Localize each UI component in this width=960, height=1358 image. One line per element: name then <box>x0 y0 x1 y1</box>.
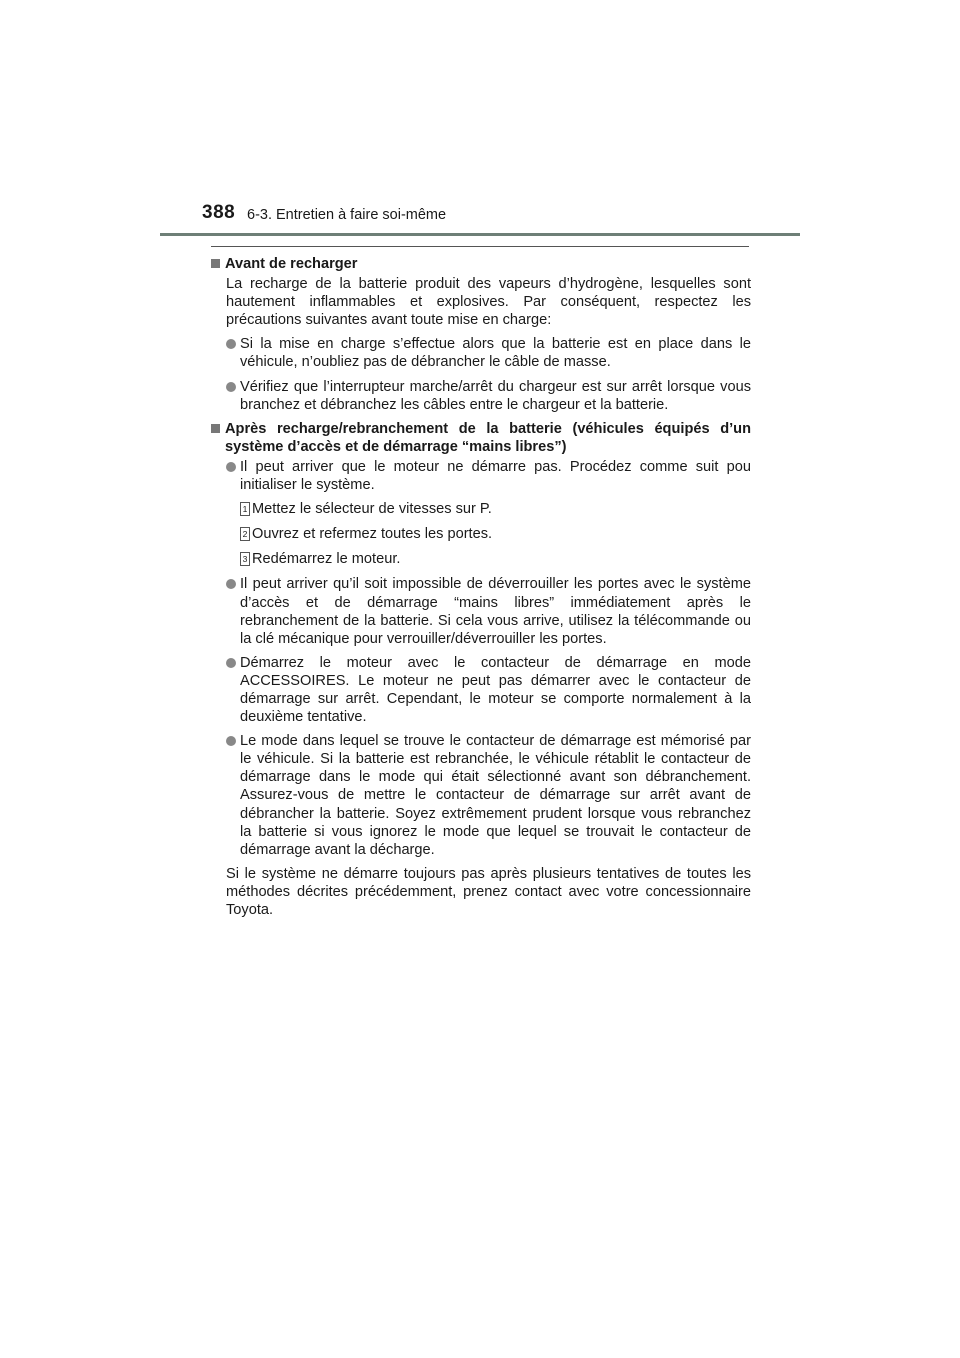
list-item <box>211 575 751 647</box>
section-heading-before-charging <box>211 255 751 273</box>
chapter-title: 6-3. Entretien à faire soi-même <box>247 207 447 223</box>
list-item <box>211 654 751 726</box>
list-item-text: Il peut arriver qu’il soit impossible de déverrouiller les portes avec le système d’accès et de démarrage “mains libres” immédiatement après le rebranchement de la batterie. Si cela vous arrive, utilisez la télécommande ou la clé mécanique pour verrouiller/déverrouiller les portes. <box>240 576 751 647</box>
header-divider <box>160 233 800 236</box>
section-heading-after-recharge <box>211 420 751 456</box>
section-divider <box>211 246 749 247</box>
list-item <box>211 335 751 371</box>
section-heading-text: Après recharge/rebranchement de la batterie (véhicules équipés d’un système d’accès et de démarrage “mains libres”) <box>225 420 751 455</box>
step-item <box>211 500 751 518</box>
step-number-badge: 3 <box>240 552 250 566</box>
round-bullet-icon <box>226 462 236 472</box>
step-text: Ouvrez et refermez toutes les portes. <box>252 526 493 543</box>
step-item <box>211 550 751 568</box>
round-bullet-icon <box>226 579 236 589</box>
list-item-text: Vérifiez que l’interrupteur marche/arrêt du chargeur est sur arrêt lorsque vous branchez et débranchez les câbles entre le chargeur et la batterie. <box>240 378 751 413</box>
step-item <box>211 525 751 543</box>
list-item <box>211 732 751 859</box>
step-text: Mettez le sélecteur de vitesses sur P. <box>252 501 492 518</box>
step-number-badge: 2 <box>240 527 250 541</box>
square-bullet-icon <box>211 424 220 433</box>
page-content <box>211 255 751 925</box>
round-bullet-icon <box>226 736 236 746</box>
list-item-text: Il peut arriver que le moteur ne démarre pas. Procédez comme suit pou initialiser le système. <box>240 458 751 494</box>
list-item-text: Démarrez le moteur avec le contacteur de démarrage en mode ACCESSOIRES. Le moteur ne peut pas démarrer avec le contacteur de démarrage sur arrêt. Cependant, le moteur se comporte normalement à la deuxième tentative. <box>240 654 751 726</box>
square-bullet-icon <box>211 259 220 268</box>
list-item <box>211 378 751 414</box>
step-number-badge: 1 <box>240 502 250 516</box>
round-bullet-icon <box>226 382 236 392</box>
round-bullet-icon <box>226 339 236 349</box>
closing-paragraph: Si le système ne démarre toujours pas après plusieurs tentatives de toutes les méthodes décrites précédemment, prenez contact avec votre concessionnaire Toyota. <box>226 865 751 918</box>
list-item <box>211 458 751 494</box>
list-item-text: Si la mise en charge s’effectue alors que la batterie est en place dans le véhicule, n’oubliez pas de débrancher le câble de masse. <box>240 336 751 371</box>
page-number: 388 <box>202 202 236 223</box>
intro-paragraph: La recharge de la batterie produit des vapeurs d’hydrogène, lesquelles sont hautement inflammables et explosives. Par conséquent, respectez les précautions suivantes avant toute mise en charge: <box>226 276 751 329</box>
list-item-text: Le mode dans lequel se trouve le contacteur de démarrage est mémorisé par le véhicule. Si la batterie est rebranchée, le véhicule rétablit le contacteur de démarrage dans le mode qui était sélectionné avant son débranchement. Assurez-vous de mettre le contacteur de démarrage sur arrêt avant de débrancher la batterie. Soyez extrêmement prudent lorsque vous rebranchez la batterie si vous ignorez le mode que lequel se trouvait le contacteur de démarrage avant la décharge. <box>240 733 751 858</box>
section-heading-text: Avant de recharger <box>225 256 358 272</box>
round-bullet-icon <box>226 658 236 668</box>
step-text: Redémarrez le moteur. <box>252 551 401 568</box>
